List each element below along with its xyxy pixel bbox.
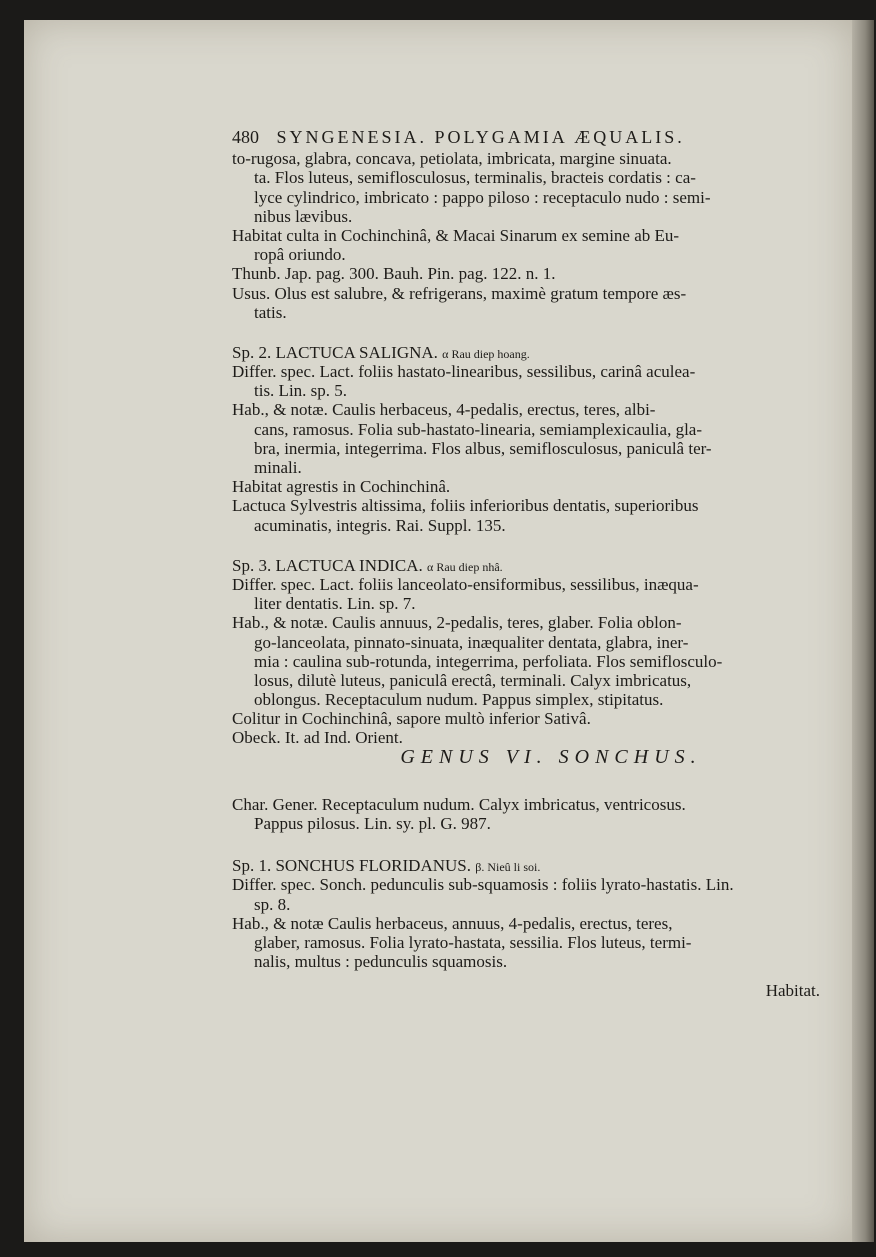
page-text xyxy=(232,128,840,1001)
text-line: mia : caulina sub-rotunda, integerrima, perfoliata. Flos semiflosculo- xyxy=(254,651,723,671)
text-line: sp. 8. xyxy=(254,894,291,914)
text-line: ropâ oriundo. xyxy=(254,245,346,265)
text-line: nibus lævibus. xyxy=(254,206,353,226)
native-name: α Rau diep hoang. xyxy=(442,346,530,361)
text-line: tis. Lin. sp. 5. xyxy=(254,381,348,401)
text-line: lyce cylindrico, imbricato : pappo piloso : receptaculo nudo : semi- xyxy=(254,187,711,207)
text-line: Obeck. It. ad Ind. Orient. xyxy=(232,728,403,748)
text-line: go-lanceolata, pinnato-sinuata, inæqualiter dentata, glabra, iner- xyxy=(254,632,689,652)
text-line: bra, inermia, integerrima. Flos albus, semiflosculosus, paniculâ ter- xyxy=(254,438,712,458)
text-line: oblongus. Receptaculum nudum. Pappus simplex, stipitatus. xyxy=(254,690,664,710)
running-title: SYNGENESIA. POLYGAMIA ÆQUALIS. xyxy=(276,127,685,147)
text-line: Lactuca Sylvestris altissima, foliis inferioribus dentatis, superioribus xyxy=(232,496,699,516)
text-line: Pappus pilosus. Lin. sy. pl. G. 987. xyxy=(254,814,491,834)
text-line: Thunb. Jap. pag. 300. Bauh. Pin. pag. 122. n. 1. xyxy=(232,264,556,284)
running-header xyxy=(232,128,840,147)
text-line: Char. Gener. Receptaculum nudum. Calyx imbricatus, ventricosus. xyxy=(232,794,686,814)
text-line: glaber, ramosus. Folia lyrato-hastata, sessilia. Flos luteus, termi- xyxy=(254,932,692,952)
text-line: Habitat agrestis in Cochinchinâ. xyxy=(232,477,451,497)
species-heading xyxy=(232,856,840,875)
text-line: Usus. Olus est salubre, & refrigerans, maximè gratum tempore æs- xyxy=(232,283,687,303)
text-line: Differ. spec. Sonch. pedunculis sub-squamosis : foliis lyrato-hastatis. Lin. xyxy=(232,875,734,895)
text-line: nalis, multus : pedunculis squamosis. xyxy=(254,952,508,972)
text-line: cans, ramosus. Folia sub-hastato-linearia, semiamplexicaulia, gla- xyxy=(254,419,703,439)
text-line: Differ. spec. Lact. foliis hastato-linearibus, sessilibus, carinâ aculea- xyxy=(232,362,696,382)
text-line: Hab., & notæ Caulis herbaceus, annuus, 4-pedalis, erectus, teres, xyxy=(232,913,673,933)
catchword: Habitat. xyxy=(765,981,820,1001)
text-line: Habitat culta in Cochinchinâ, & Macai Sinarum ex semine ab Eu- xyxy=(232,225,680,245)
text-line: tatis. xyxy=(254,302,287,322)
text-line: Hab., & notæ. Caulis annuus, 2-pedalis, teres, glaber. Folia oblon- xyxy=(232,613,682,633)
text-line: Colitur in Cochinchinâ, sapore multò inferior Sativâ. xyxy=(232,709,591,729)
text-line: to-rugosa, glabra, concava, petiolata, imbricata, margine sinuata. xyxy=(232,149,672,169)
text-line: ta. Flos luteus, semiflosculosus, terminalis, bracteis cordatis : ca- xyxy=(254,168,696,188)
species-heading xyxy=(232,556,840,575)
text-line: liter dentatis. Lin. sp. 7. xyxy=(254,594,416,614)
text-line: Differ. spec. Lact. foliis lanceolato-ensiformibus, sessilibus, inæqua- xyxy=(232,574,699,594)
species-title: Sp. 2. LACTUCA SALIGNA. xyxy=(232,342,438,362)
text-line: acuminatis, integris. Rai. Suppl. 135. xyxy=(254,515,506,535)
native-name: β. Nieû li soi. xyxy=(475,860,541,875)
native-name: α Rau diep nhâ. xyxy=(427,559,503,574)
text-line: Hab., & notæ. Caulis herbaceus, 4-pedalis, erectus, teres, albi- xyxy=(232,400,656,420)
page-edge xyxy=(852,20,874,1242)
text-line: minali. xyxy=(254,458,302,478)
page-number: 480 xyxy=(232,127,259,147)
species-title: Sp. 3. LACTUCA INDICA. xyxy=(232,555,423,575)
species-title: Sp. 1. SONCHUS FLORIDANUS. xyxy=(232,856,471,876)
text-line: losus, dilutè luteus, paniculâ erectâ, terminali. Calyx imbricatus, xyxy=(254,670,692,690)
genus-heading: GENUS VI. SONCHUS. xyxy=(400,745,702,768)
species-heading xyxy=(232,343,840,362)
